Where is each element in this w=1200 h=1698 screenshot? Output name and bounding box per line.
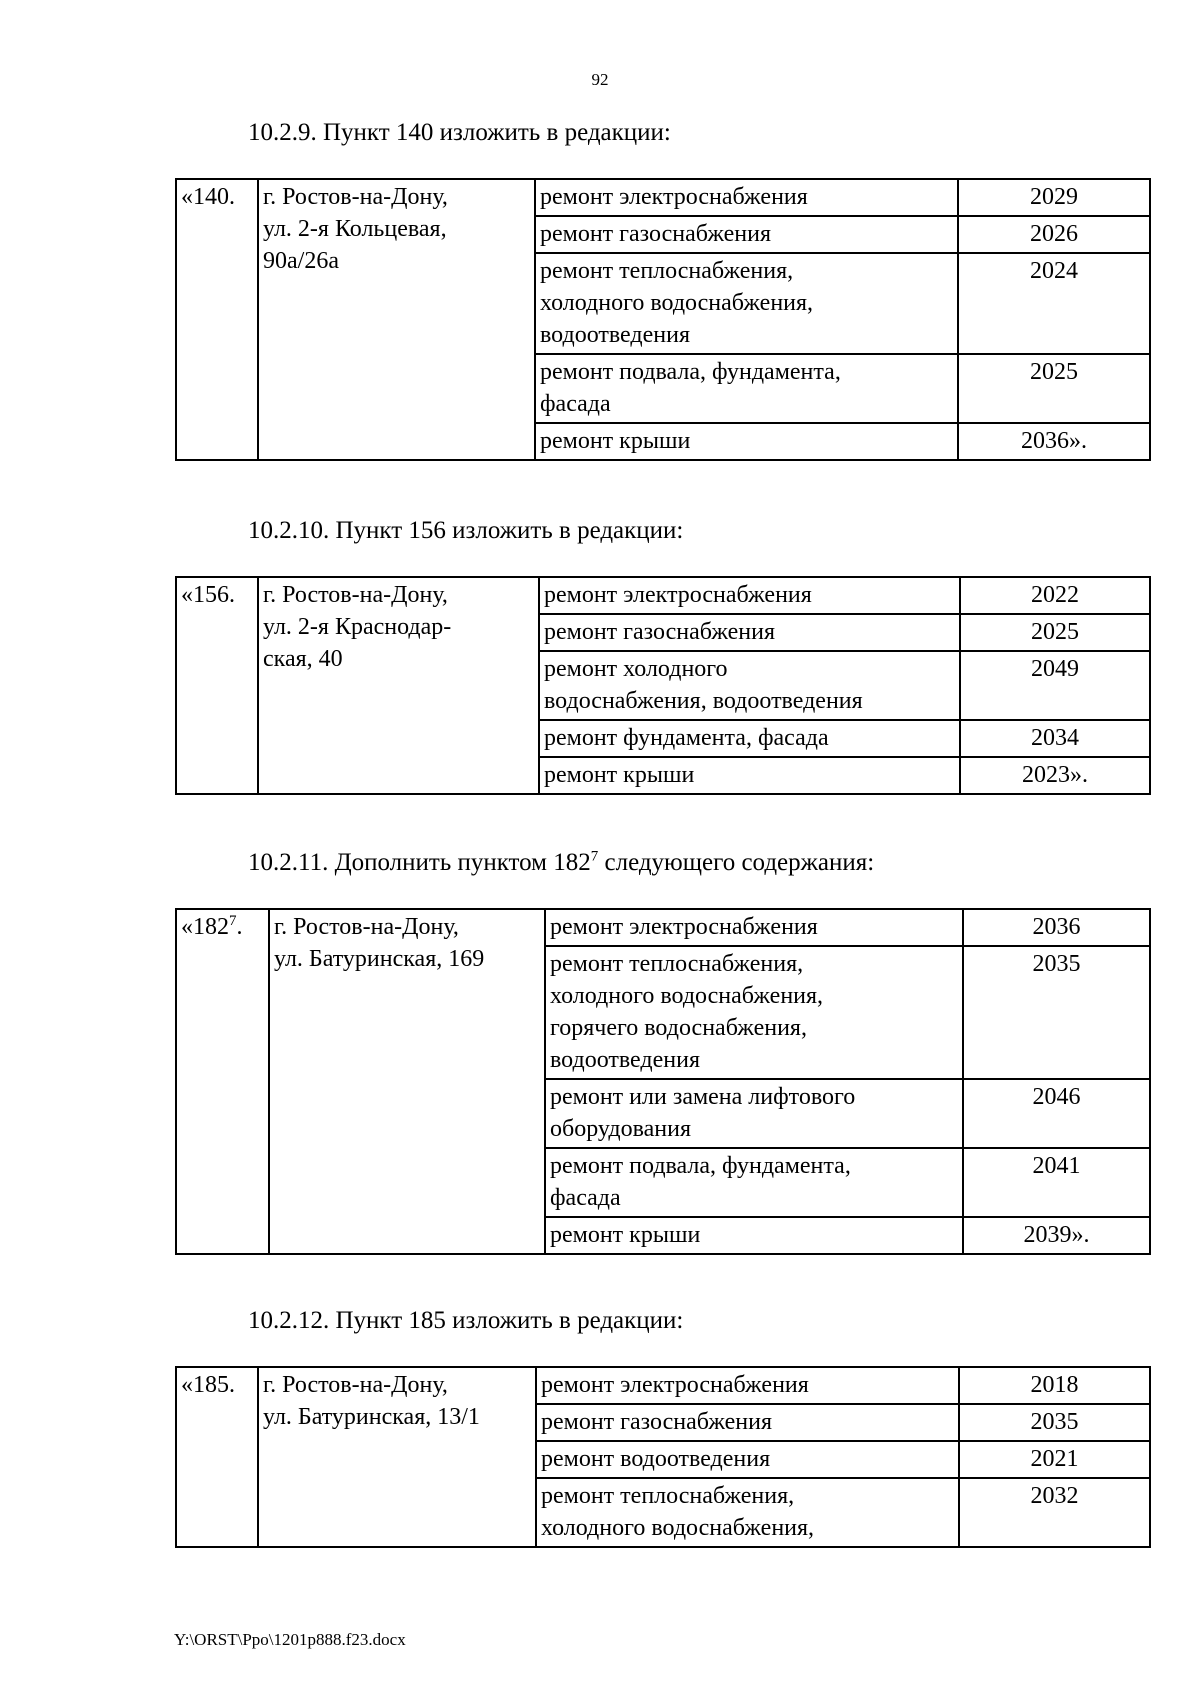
work-line: ремонт холодного bbox=[544, 656, 728, 682]
work-cell bbox=[536, 1478, 959, 1547]
work-line: оборудования bbox=[550, 1116, 691, 1142]
address-line: г. Ростов-на-Дону, bbox=[274, 914, 459, 940]
work-line: водоотведения bbox=[550, 1047, 700, 1073]
work-line: горячего водоснабжения, bbox=[550, 1015, 807, 1041]
year-cell: 2032 bbox=[959, 1478, 1150, 1547]
work-line: фасада bbox=[540, 391, 611, 417]
work-line: фасада bbox=[550, 1185, 621, 1211]
work-line: ремонт электроснабжения bbox=[541, 1372, 809, 1398]
address-line: ул. Батуринская, 13/1 bbox=[263, 1404, 480, 1430]
work-cell bbox=[545, 909, 963, 946]
work-line: ремонт подвала, фундамента, bbox=[540, 359, 841, 385]
table-item-140 bbox=[175, 178, 1151, 461]
work-line: ремонт электроснабжения bbox=[544, 582, 812, 608]
work-cell bbox=[539, 577, 960, 614]
address-cell bbox=[258, 179, 535, 460]
work-cell bbox=[545, 1079, 963, 1148]
item-number-superscript: 7 bbox=[229, 913, 237, 929]
item-number: «185. bbox=[176, 1367, 258, 1547]
heading-text: следующего содержания: bbox=[598, 849, 875, 876]
year-cell: 2018 bbox=[959, 1367, 1150, 1404]
work-line: холодного водоснабжения, bbox=[541, 1515, 815, 1541]
address-line: г. Ростов-на-Дону, bbox=[263, 1372, 448, 1398]
year-cell: 2046 bbox=[963, 1079, 1150, 1148]
work-cell bbox=[545, 946, 963, 1079]
year-cell: 2049 bbox=[960, 651, 1150, 720]
address-line: 90а/26а bbox=[263, 248, 339, 274]
work-cell bbox=[539, 651, 960, 720]
address-line: ул. 2-я Кольцевая, bbox=[263, 216, 447, 242]
work-line: ремонт газоснабжения bbox=[544, 619, 776, 645]
work-line: ремонт фундамента, фасада bbox=[544, 725, 829, 751]
table-row bbox=[176, 179, 1150, 216]
table-item-156 bbox=[175, 576, 1151, 795]
address-cell bbox=[258, 577, 539, 794]
work-line: ремонт теплоснабжения, bbox=[550, 951, 804, 977]
year-cell: 2025 bbox=[960, 614, 1150, 651]
file-path-footer: Y:\ORST\Ppo\1201p888.f23.docx bbox=[174, 1630, 406, 1649]
work-line: ремонт теплоснабжения, bbox=[541, 1483, 795, 1509]
address-line: г. Ростов-на-Дону, bbox=[263, 582, 448, 608]
address-line: г. Ростов-на-Дону, bbox=[263, 184, 448, 210]
year-cell: 2026 bbox=[958, 216, 1150, 253]
item-number: «140. bbox=[176, 179, 258, 460]
year-cell: 2039». bbox=[963, 1217, 1150, 1254]
work-cell bbox=[535, 423, 958, 460]
work-cell bbox=[536, 1367, 959, 1404]
year-cell: 2022 bbox=[960, 577, 1150, 614]
year-cell: 2029 bbox=[958, 179, 1150, 216]
year-cell: 2036 bbox=[963, 909, 1150, 946]
work-cell bbox=[539, 614, 960, 651]
work-cell bbox=[545, 1148, 963, 1217]
work-cell bbox=[539, 720, 960, 757]
work-line: ремонт теплоснабжения, bbox=[540, 258, 794, 284]
work-cell bbox=[536, 1404, 959, 1441]
work-cell bbox=[535, 253, 958, 354]
work-line: ремонт электроснабжения bbox=[540, 184, 808, 210]
work-cell bbox=[535, 354, 958, 423]
table-item-182-7 bbox=[175, 908, 1151, 1255]
section-heading-185: 10.2.12. Пункт 185 изложить в редакции: bbox=[248, 1307, 684, 1334]
year-cell: 2036». bbox=[958, 423, 1150, 460]
work-line: ремонт электроснабжения bbox=[550, 914, 818, 940]
year-cell: 2025 bbox=[958, 354, 1150, 423]
table-item-185 bbox=[175, 1366, 1151, 1548]
address-cell bbox=[258, 1367, 536, 1547]
year-cell: 2041 bbox=[963, 1148, 1150, 1217]
work-line: холодного водоснабжения, bbox=[550, 983, 824, 1009]
year-cell: 2024 bbox=[958, 253, 1150, 354]
work-line: ремонт газоснабжения bbox=[541, 1409, 773, 1435]
work-line: холодного водоснабжения, bbox=[540, 290, 814, 316]
address-line: ул. 2-я Краснодар- bbox=[263, 614, 452, 640]
work-line: ремонт крыши bbox=[544, 762, 695, 788]
table-row bbox=[176, 1367, 1150, 1404]
work-cell bbox=[536, 1441, 959, 1478]
year-cell: 2023». bbox=[960, 757, 1150, 794]
work-line: ремонт подвала, фундамента, bbox=[550, 1153, 851, 1179]
work-line: ремонт или замена лифтового bbox=[550, 1084, 856, 1110]
work-line: ремонт крыши bbox=[550, 1222, 701, 1248]
table-row bbox=[176, 909, 1150, 946]
heading-text: 10.2.11. Дополнить пунктом 182 bbox=[248, 849, 591, 876]
work-cell bbox=[539, 757, 960, 794]
item-number bbox=[176, 909, 269, 1254]
year-cell: 2035 bbox=[963, 946, 1150, 1079]
address-line: ул. Батуринская, 169 bbox=[274, 946, 485, 972]
heading-superscript: 7 bbox=[590, 848, 599, 865]
year-cell: 2035 bbox=[959, 1404, 1150, 1441]
page-number: 92 bbox=[591, 70, 609, 89]
work-line: водоотведения bbox=[540, 322, 690, 348]
item-number-text: . bbox=[236, 914, 243, 940]
address-line: ская, 40 bbox=[263, 646, 343, 672]
section-heading-156: 10.2.10. Пункт 156 изложить в редакции: bbox=[248, 517, 684, 544]
table-row bbox=[176, 577, 1150, 614]
section-heading-182-7 bbox=[248, 848, 874, 878]
work-cell bbox=[535, 179, 958, 216]
work-line: ремонт газоснабжения bbox=[540, 221, 772, 247]
item-number-text: «182 bbox=[181, 914, 229, 940]
work-cell bbox=[545, 1217, 963, 1254]
work-cell bbox=[535, 216, 958, 253]
work-line: ремонт водоотведения bbox=[541, 1446, 771, 1472]
section-heading-140: 10.2.9. Пункт 140 изложить в редакции: bbox=[248, 119, 671, 146]
item-number: «156. bbox=[176, 577, 258, 794]
work-line: водоснабжения, водоотведения bbox=[544, 688, 863, 714]
address-cell bbox=[269, 909, 545, 1254]
work-line: ремонт крыши bbox=[540, 428, 691, 454]
year-cell: 2021 bbox=[959, 1441, 1150, 1478]
year-cell: 2034 bbox=[960, 720, 1150, 757]
